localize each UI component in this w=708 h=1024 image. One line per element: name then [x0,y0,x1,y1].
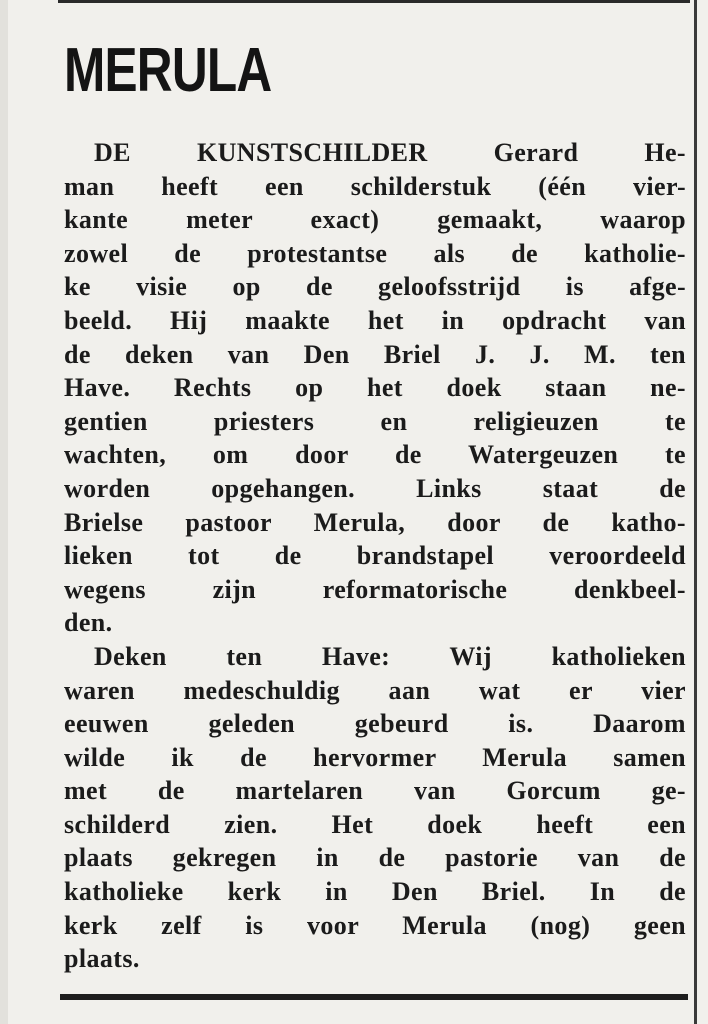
article-body [64,136,686,976]
article-line: met de martelaren van Gorcum ge- [64,776,686,806]
article-line: wegens zijn reformatorische denkbeel- [64,574,686,604]
article-line: plaats gekregen in de pastorie van de [64,843,686,873]
article-line: zowel de protestantse als de katholie- [64,238,686,268]
page-edge-shade [0,0,8,1024]
article-headline: MERULA [64,36,272,105]
article-line: DE KUNSTSCHILDER Gerard He- [94,138,686,167]
article-line: eeuwen geleden gebeurd is. Daarom [64,709,686,739]
article-line: Brielse pastoor Merula, door de katho- [64,507,686,537]
article-line: ke visie op de geloofsstrijd is afge- [64,272,686,302]
article-line: den. [64,608,113,638]
article-line: wachten, om door de Watergeuzen te [64,440,686,470]
article-line: wilde ik de hervormer Merula samen [64,742,686,772]
article-line: kerk zelf is voor Merula (nog) geen [64,910,686,940]
article-line: Deken ten Have: Wij katholieken [94,641,686,671]
article-line: lieken tot de brandstapel veroordeeld [64,541,686,571]
article-line: schilderd zien. Het doek heeft een [64,809,686,839]
article-line: plaats. [64,944,140,974]
article-line: beeld. Hij maakte het in opdracht van [64,305,686,335]
top-rule [58,0,690,3]
article-line: waren medeschuldig aan wat er vier [64,675,686,705]
article-line: man heeft een schilderstuk (één vier- [64,171,686,201]
column-rule [694,0,697,1024]
article-line: Have. Rechts op het doek staan ne- [64,373,686,403]
article-line: de deken van Den Briel J. J. M. ten [64,339,686,369]
article-line: katholieke kerk in Den Briel. In de [64,877,686,907]
article-line: kante meter exact) gemaakt, waarop [64,205,686,235]
article-line: worden opgehangen. Links staat de [64,473,686,503]
bottom-rule [60,994,688,1000]
article-line: gentien priesters en religieuzen te [64,406,686,436]
